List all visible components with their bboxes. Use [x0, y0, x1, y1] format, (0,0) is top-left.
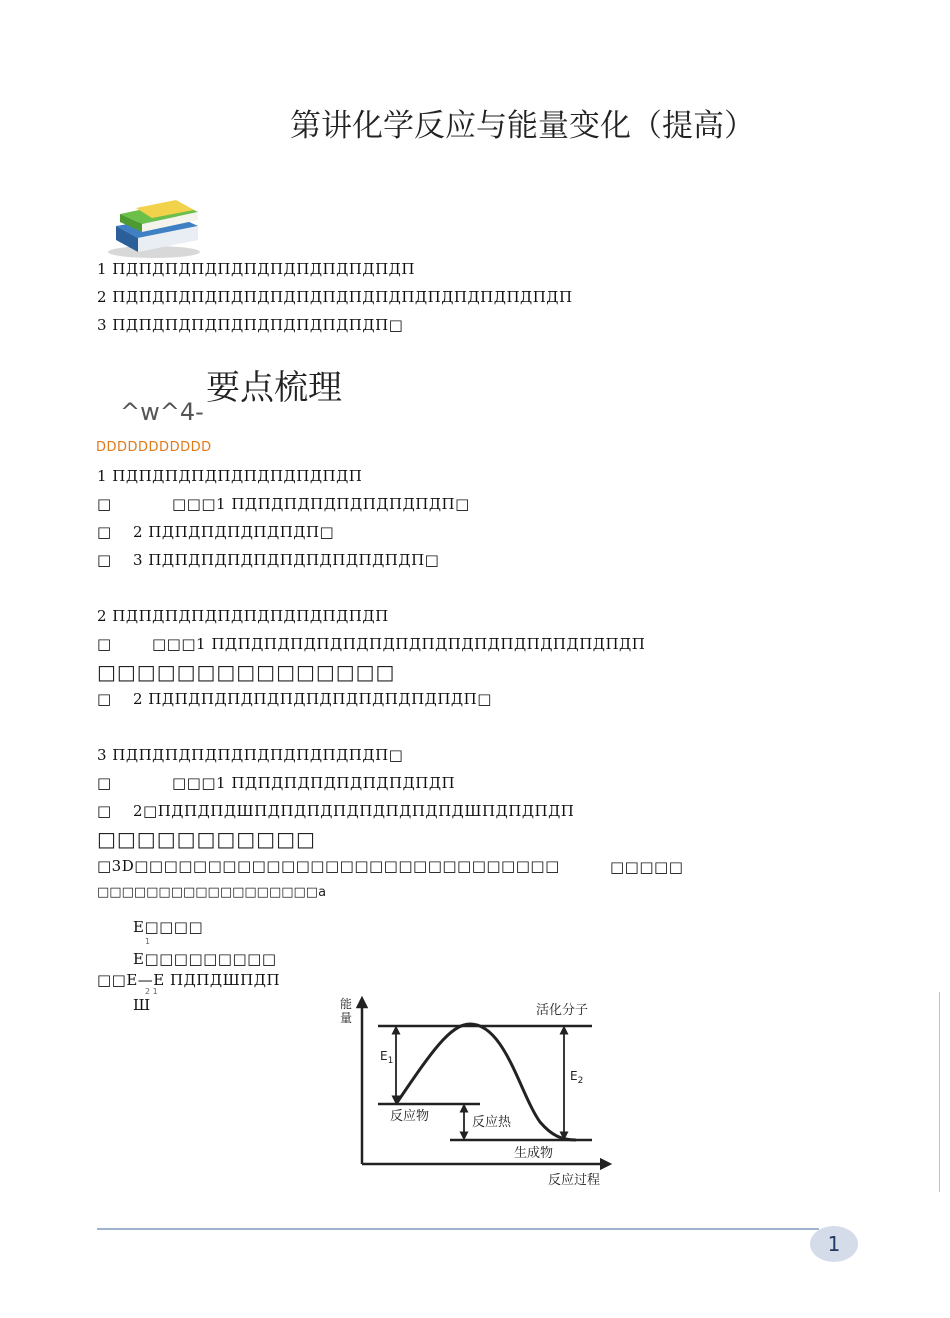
- body-line: □□□1 ПДПДПДПДПДПДПДПДП: [172, 774, 456, 792]
- e2-diagram-label: $E_2$: [570, 1069, 584, 1086]
- body-line: 3 ПДПДПДПДПДПДПДПДПДПДП□: [97, 746, 404, 764]
- body-line: □□□□□□□□□□□□□□□□□□a: [97, 885, 327, 900]
- y-axis-label-1: 能: [340, 997, 353, 1011]
- e1-diagram-label: $E_1$: [380, 1049, 394, 1066]
- body-line: 2 ПДПДПДПДПДПДПДПДПДПДПДПДП□: [133, 690, 492, 708]
- delta-sub: 2 1: [145, 987, 158, 996]
- page-number: 1: [810, 1226, 858, 1262]
- body-line-tail: □□□□□: [610, 858, 684, 876]
- last-line: Ш: [133, 996, 151, 1014]
- body-line: 2 ПДПДПДПДПДПДПДПДПДПДП: [97, 607, 389, 625]
- body-line: □□□1 ПДПДПДПДПДПДПДПДПДПДПДПДПДПДПДПДП: [152, 635, 646, 653]
- bullet-mark: □: [97, 523, 112, 541]
- product-label: 生成物: [514, 1146, 554, 1161]
- x-axis-label: 反应过程: [548, 1173, 601, 1188]
- bullet-mark: □: [97, 551, 112, 569]
- e1-sub: 1: [145, 937, 151, 946]
- objective-1: 1 ПДПДПДПДПДПДПДПДПДПДПДП: [97, 260, 415, 278]
- e1-label: E□□□□: [133, 918, 204, 936]
- y-axis-label-2: 量: [340, 1011, 353, 1025]
- body-line: 2 ПДПДПДПДПДПДП□: [133, 523, 335, 541]
- body-line: 2□ПДПДПДШПДПДПДПДПДПДПДПДШПДПДПДП: [133, 802, 575, 820]
- objective-2: 2 ПДПДПДПДПДПДПДПДПДПДПДПДПДПДПДПДПДП: [97, 288, 573, 306]
- orange-text: DDDDDDDDDDD: [96, 440, 212, 455]
- activated-label: 活化分子: [536, 1003, 589, 1018]
- heat-label: 反应热: [472, 1115, 512, 1130]
- bullet-mark: □: [97, 774, 112, 792]
- delta-line: □□E—E ПДПДШПДП: [97, 971, 281, 989]
- bullet-mark: □: [97, 635, 112, 653]
- wave-text: ^w^4-: [120, 398, 204, 426]
- reactant-label: 反应物: [390, 1109, 430, 1124]
- body-line: □□□□□□□□□□□□□□□: [97, 660, 396, 684]
- body-line: 3 ПДПДПДПДПДПДПДПДПДПДП□: [133, 551, 440, 569]
- bullet-mark: □: [97, 690, 112, 708]
- bullet-mark: □: [97, 802, 112, 820]
- body-line: □□□□□□□□□□□: [97, 827, 316, 851]
- books-image: [106, 194, 202, 258]
- margin-rule: [939, 992, 940, 1192]
- energy-diagram: [330, 994, 620, 1190]
- body-line: □3D□□□□□□□□□□□□□□□□□□□□□□□□□□□□□: [97, 857, 560, 875]
- footer-divider: [97, 1228, 819, 1230]
- bullet-mark: □: [97, 495, 112, 513]
- body-line: 1 ПДПДПДПДПДПДПДПДПДП: [97, 467, 363, 485]
- page-title: 第讲化学反应与能量变化（提高）: [290, 108, 755, 144]
- section-heading: 要点梳理: [206, 368, 342, 408]
- body-line: □□□1 ПДПДПДПДПДПДПДПДП□: [172, 495, 470, 513]
- e2-label: E□□□□□□□□□: [133, 950, 277, 968]
- objective-3: 3 ПДПДПДПДПДПДПДПДПДПДП□: [97, 316, 404, 334]
